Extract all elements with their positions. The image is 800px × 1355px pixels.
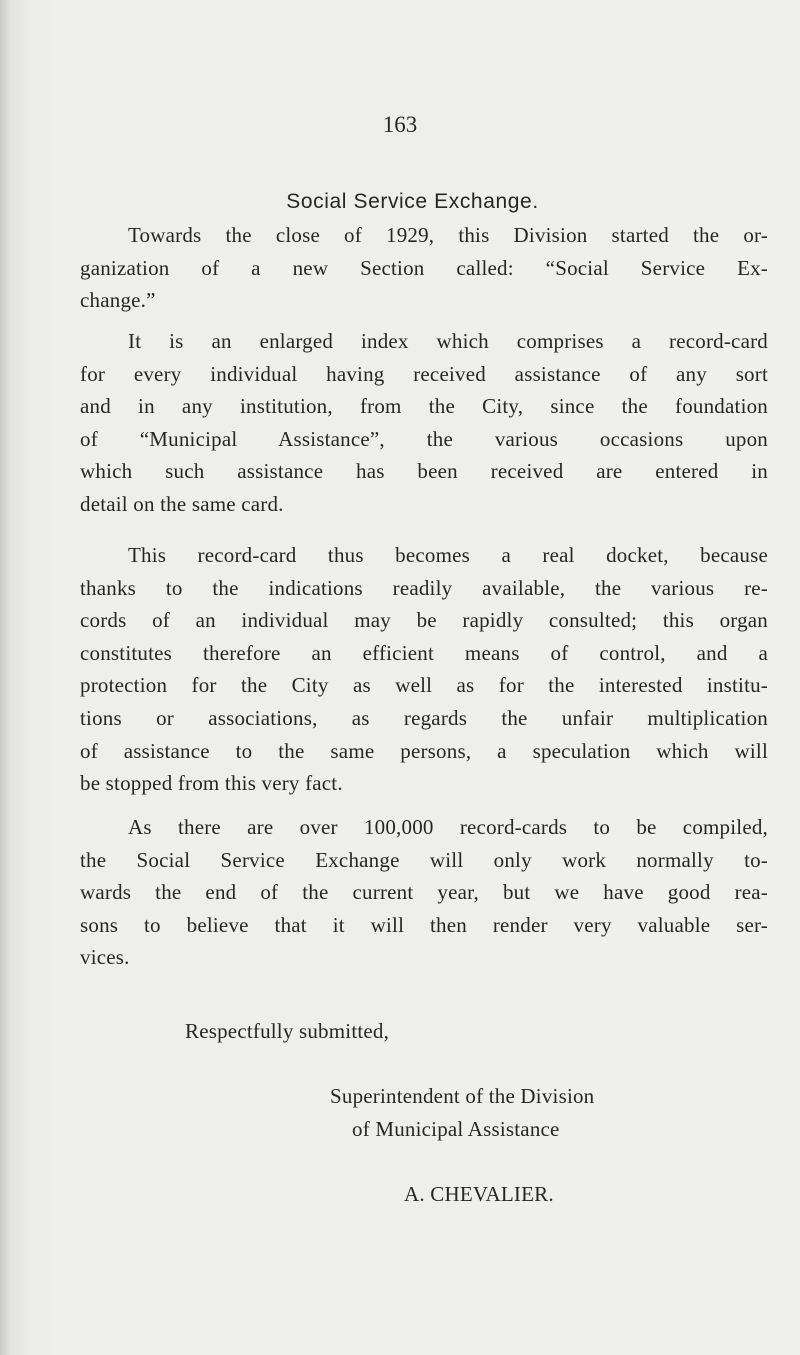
closing: Respectfully submitted,: [185, 1019, 390, 1043]
paragraph-4: [80, 811, 768, 974]
text-line: which such assistance has been received are entered in: [80, 459, 768, 484]
paragraph-2: [80, 325, 768, 521]
paragraph-3: [80, 539, 768, 800]
text-line: of “Municipal Assistance”, the various occasions upon: [80, 426, 768, 451]
paragraph-1: [80, 219, 768, 317]
text-line: Towards the close of 1929, this Division started the or-: [128, 223, 768, 247]
text-line: and in any institution, from the City, since the foundation: [80, 394, 768, 419]
text-line: tions or associations, as regards the unfair multiplication: [80, 705, 768, 730]
text-line: wards the end of the current year, but we have good rea-: [80, 880, 768, 905]
text-line: be stopped from this very fact.: [80, 771, 343, 796]
text-line: of assistance to the same persons, a speculation which will: [80, 738, 768, 763]
section-title: Social Service Exchange.: [286, 190, 539, 213]
text-line: the Social Service Exchange will only work normally to-: [80, 847, 768, 872]
text-line: ganization of a new Section called: “Social Service Ex-: [80, 255, 768, 280]
signatory-name: A. CHEVALIER.: [404, 1182, 554, 1206]
text-line: protection for the City as well as for the interested institu-: [80, 673, 768, 698]
text-line: sons to believe that it will then render very valuable ser-: [80, 912, 768, 937]
signature-title-line-2: of Municipal Assistance: [352, 1117, 560, 1141]
text-line: As there are over 100,000 record-cards to be compiled,: [128, 815, 768, 839]
text-line: cords of an individual may be rapidly consulted; this organ: [80, 608, 768, 633]
text-line: vices.: [80, 945, 130, 970]
text-line: It is an enlarged index which comprises a record-card: [128, 329, 768, 353]
page-number: 163: [382, 112, 418, 137]
text-line: detail on the same card.: [80, 491, 284, 516]
text-line: for every individual having received assistance of any sort: [80, 361, 768, 386]
text-line: change.”: [80, 288, 156, 313]
text-line: constitutes therefore an efficient means of control, and a: [80, 640, 768, 665]
text-line: thanks to the indications readily available, the various re-: [80, 575, 768, 600]
text-line: This record-card thus becomes a real docket, because: [128, 543, 768, 567]
signature-title-line-1: Superintendent of the Division: [330, 1084, 595, 1108]
